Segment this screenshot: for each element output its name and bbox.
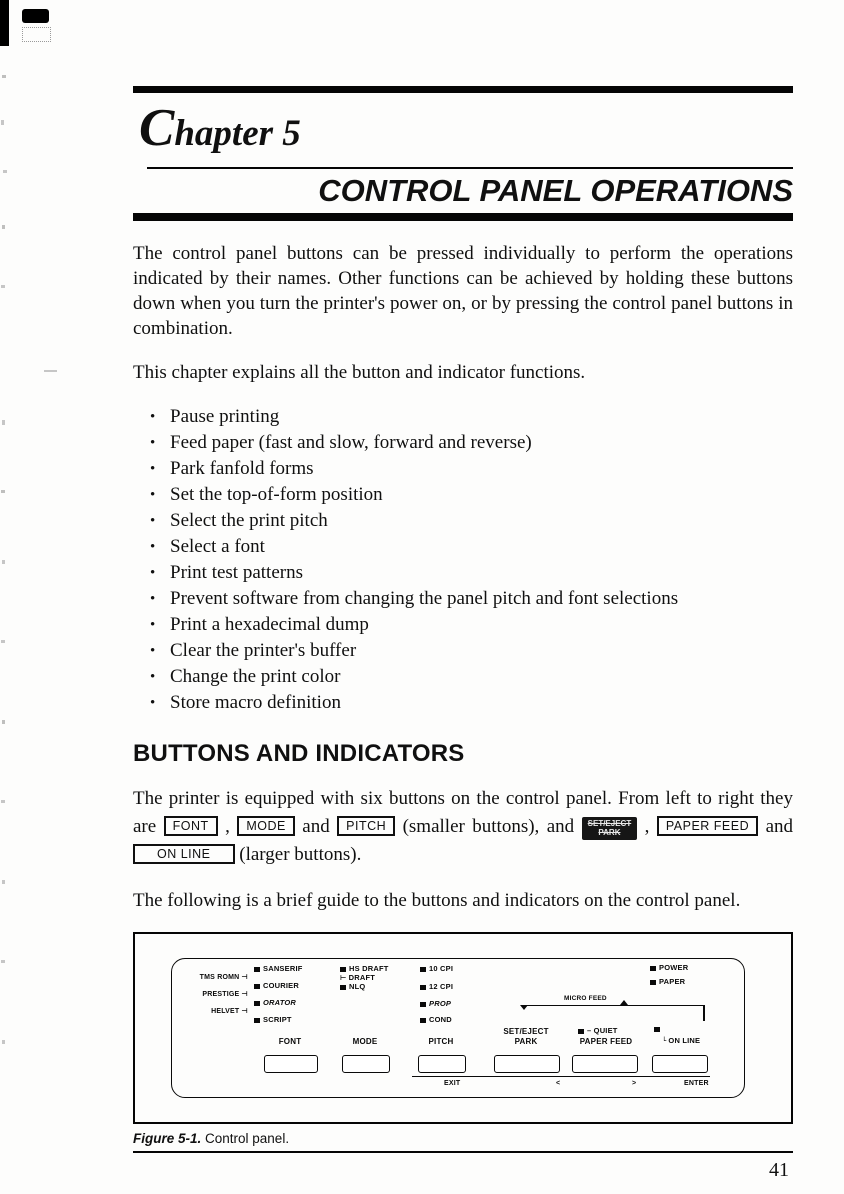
text-run: and bbox=[294, 816, 338, 837]
text-run: , bbox=[217, 816, 238, 837]
mode-button-inline: MODE bbox=[237, 816, 295, 836]
feature-list bbox=[133, 404, 793, 716]
led-nlq: NLQ bbox=[340, 983, 365, 991]
label-draft: ⊢ DRAFT bbox=[340, 973, 376, 982]
buttons-paragraph bbox=[133, 785, 793, 869]
micro-feed-drop-line bbox=[703, 1005, 705, 1021]
text-run: (smaller buttons), and bbox=[395, 816, 582, 837]
led-icon bbox=[420, 985, 426, 990]
scan-artifact-dotted-box bbox=[22, 27, 51, 42]
list-item: • Print test patterns bbox=[133, 560, 793, 586]
micro-feed-down-arrow-icon bbox=[520, 1005, 528, 1010]
exit-sub-label: EXIT bbox=[444, 1080, 461, 1087]
scan-artifact bbox=[2, 75, 6, 78]
led-icon bbox=[578, 1029, 584, 1034]
list-item: • Select a font bbox=[133, 534, 793, 560]
set-eject-park-button bbox=[494, 1055, 560, 1073]
font-button-label: FONT bbox=[278, 1037, 302, 1046]
chapter-heading bbox=[133, 99, 793, 159]
scan-artifact bbox=[1, 285, 5, 288]
led-icon bbox=[340, 967, 346, 972]
right-arrow-sub-label: > bbox=[632, 1080, 637, 1087]
scan-artifact bbox=[2, 225, 5, 229]
led-icon bbox=[650, 980, 656, 985]
led-icon bbox=[254, 984, 260, 989]
led-sanserif: SANSERIF bbox=[254, 965, 303, 973]
text-run: The printer is equipped with six buttons on the control panel. From left to right they are bbox=[133, 788, 793, 837]
section-heading: BUTTONS AND INDICATORS bbox=[133, 740, 465, 767]
park-label: PARK bbox=[598, 828, 621, 837]
led-icon bbox=[420, 967, 426, 972]
scan-artifact bbox=[2, 1040, 5, 1044]
text-run: , bbox=[637, 816, 657, 837]
micro-feed-up-arrow-icon bbox=[620, 1000, 628, 1005]
bracket-right-icon: ⊣ bbox=[241, 973, 248, 981]
paper-feed-button bbox=[572, 1055, 638, 1073]
park-label: PARK bbox=[514, 1037, 538, 1046]
paper-feed-button-inline: PAPER FEED bbox=[657, 816, 758, 836]
bracket-left-icon: ⊢ bbox=[340, 974, 347, 982]
left-arrow-sub-label: < bbox=[556, 1080, 561, 1087]
list-item: • Set the top-of-form position bbox=[133, 482, 793, 508]
scan-artifact bbox=[2, 420, 5, 425]
pitch-button-label: PITCH bbox=[428, 1037, 454, 1046]
scan-artifact bbox=[2, 560, 5, 564]
paper-feed-label: PAPER FEED bbox=[579, 1037, 633, 1046]
enter-sub-label: ENTER bbox=[684, 1080, 709, 1087]
led-icon bbox=[254, 967, 260, 972]
led-paper: PAPER bbox=[650, 978, 685, 986]
set-eject-label: SET/EJECT bbox=[503, 1027, 549, 1036]
page-content bbox=[133, 86, 793, 1182]
led-courier: COURIER bbox=[254, 982, 299, 990]
title-bottom-rule bbox=[133, 213, 793, 221]
scan-artifact-logo bbox=[22, 9, 49, 23]
led-orator: ORATOR bbox=[254, 999, 296, 1007]
font-button bbox=[264, 1055, 318, 1073]
led-cond: COND bbox=[420, 1016, 452, 1024]
guide-paragraph: The following is a brief guide to the buttons and indicators on the control panel. bbox=[133, 890, 741, 911]
figure-number: Figure 5-1. bbox=[133, 1131, 202, 1146]
figure-caption bbox=[133, 1131, 793, 1153]
scan-artifact bbox=[1, 960, 5, 963]
page-number: 41 bbox=[769, 1159, 789, 1181]
list-item: • Change the print color bbox=[133, 664, 793, 690]
led-icon bbox=[340, 985, 346, 990]
top-rule bbox=[133, 86, 793, 93]
figure-control-panel bbox=[133, 932, 793, 1124]
intro-paragraph-1: The control panel buttons can be pressed individually to perform the operations indicated by their names. Other functions can be achieved by holding these buttons down when you turn the printer's power on, or by pressing the control panel buttons in combination. bbox=[133, 243, 793, 339]
title-top-rule bbox=[147, 167, 793, 169]
list-item: • Prevent software from changing the panel pitch and font selections bbox=[133, 586, 793, 612]
led-power: POWER bbox=[650, 964, 688, 972]
text-run: (larger buttons). bbox=[234, 844, 362, 865]
scan-artifact bbox=[2, 880, 5, 884]
list-item: • Pause printing bbox=[133, 404, 793, 430]
led-script: SCRIPT bbox=[254, 1016, 292, 1024]
pitch-button-inline: PITCH bbox=[337, 816, 395, 836]
page-title: CONTROL PANEL OPERATIONS bbox=[318, 173, 793, 208]
led-icon bbox=[420, 1018, 426, 1023]
led-prop: PROP bbox=[420, 1000, 451, 1008]
led-hs-draft: HS DRAFT bbox=[340, 965, 389, 973]
mode-button-label: MODE bbox=[352, 1037, 378, 1046]
list-item: • Print a hexadecimal dump bbox=[133, 612, 793, 638]
scan-artifact bbox=[1, 800, 5, 803]
chapter-rest: hapter 5 bbox=[174, 113, 301, 154]
mode-button bbox=[342, 1055, 390, 1073]
led-10cpi: 10 CPI bbox=[420, 965, 453, 973]
led-12cpi: 12 CPI bbox=[420, 983, 453, 991]
scan-artifact bbox=[1, 640, 5, 643]
bracket-right-icon: ⊣ bbox=[241, 990, 248, 998]
side-label-tms-romn: TMS ROMN ⊣ bbox=[199, 973, 248, 981]
led-on-line-icon bbox=[654, 1027, 660, 1032]
set-eject-label: SET/EJECT bbox=[587, 818, 632, 828]
list-item: • Park fanfold forms bbox=[133, 456, 793, 482]
side-label-helvet: HELVET ⊣ bbox=[211, 1007, 248, 1015]
figure-caption-text: Control panel. bbox=[201, 1131, 290, 1146]
list-item: • Clear the printer's buffer bbox=[133, 638, 793, 664]
font-button-inline: FONT bbox=[164, 816, 218, 836]
led-icon bbox=[254, 1001, 260, 1006]
pitch-button bbox=[418, 1055, 466, 1073]
led-icon bbox=[650, 966, 656, 971]
on-line-button bbox=[652, 1055, 708, 1073]
led-icon bbox=[254, 1018, 260, 1023]
scan-artifact bbox=[44, 370, 57, 372]
list-item: • Store macro definition bbox=[133, 690, 793, 716]
scan-artifact bbox=[1, 120, 4, 125]
led-icon bbox=[420, 1002, 426, 1007]
list-item: • Feed paper (fast and slow, forward and reverse) bbox=[133, 430, 793, 456]
control-panel-diagram bbox=[171, 958, 745, 1098]
on-line-label: └ ON LINE bbox=[662, 1036, 701, 1045]
side-label-prestige: PRESTIGE ⊣ bbox=[202, 990, 248, 998]
intro-paragraph-2: This chapter explains all the button and indicator functions. bbox=[133, 362, 586, 383]
bracket-right-icon: ⊣ bbox=[241, 1007, 248, 1015]
chapter-initial: C bbox=[139, 99, 175, 157]
scan-artifact-spine bbox=[0, 0, 9, 46]
on-line-button-inline: ON LINE bbox=[133, 844, 235, 864]
scan-artifact bbox=[1, 490, 5, 493]
micro-feed-line bbox=[524, 1005, 704, 1006]
led-quiet: – QUIET bbox=[578, 1027, 618, 1035]
panel-divider-line bbox=[412, 1076, 710, 1077]
text-run: and bbox=[758, 816, 794, 837]
micro-feed-label: MICRO FEED bbox=[564, 995, 607, 1002]
scan-artifact bbox=[2, 720, 5, 724]
scan-artifact bbox=[3, 170, 7, 173]
bracket-corner-icon: └ bbox=[662, 1037, 667, 1045]
list-item: • Select the print pitch bbox=[133, 508, 793, 534]
set-eject-park-button-inline bbox=[582, 817, 638, 840]
